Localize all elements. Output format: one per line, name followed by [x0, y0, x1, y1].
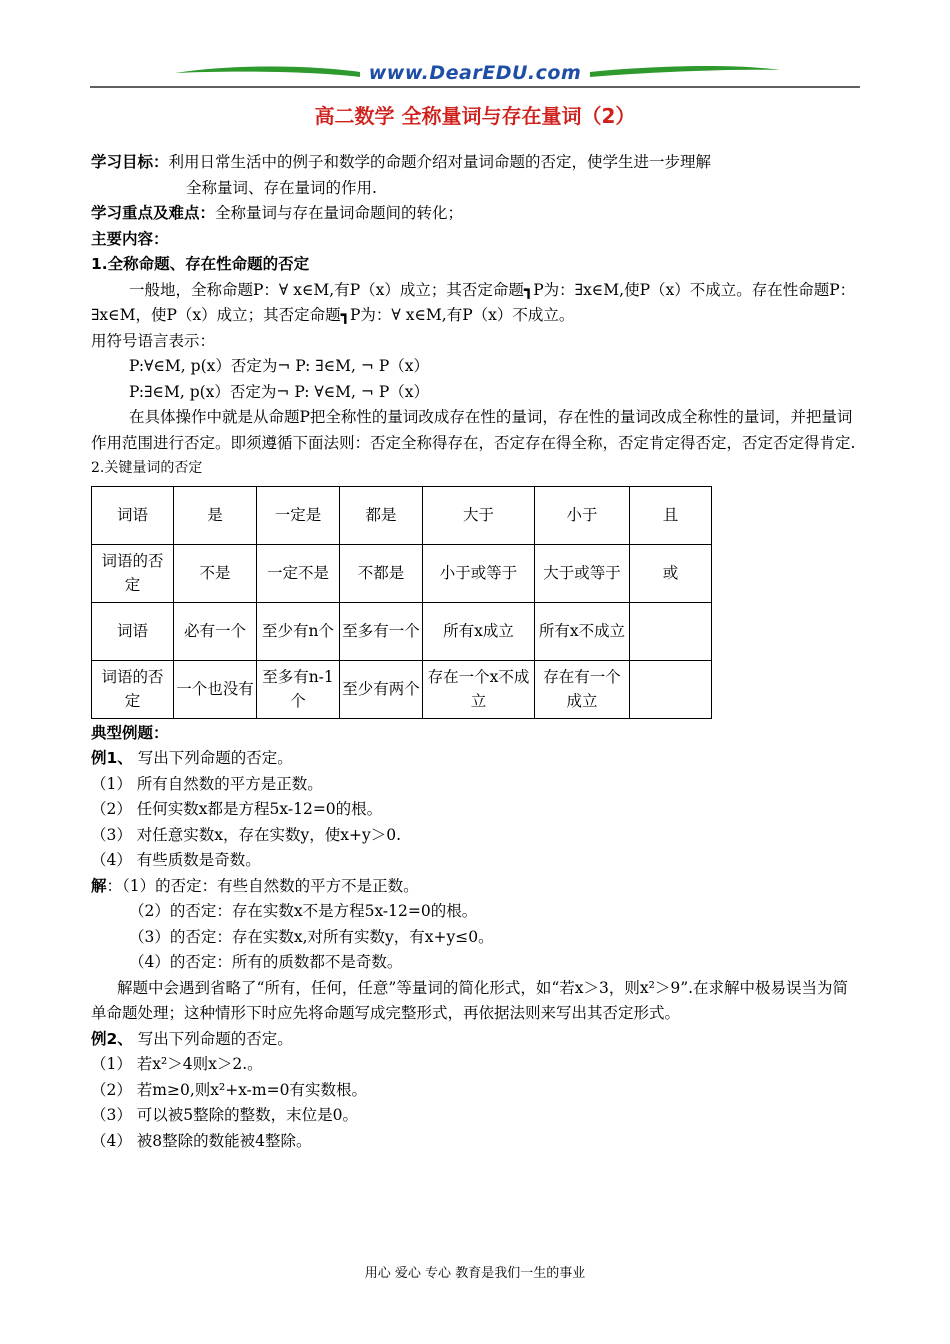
- table-cell: 一定是: [257, 486, 340, 544]
- table-cell: 词语的否定: [92, 544, 174, 602]
- table-cell: 存在一个x不成立: [423, 660, 535, 718]
- footer-slogan: 用心 爱心 专心 教育是我们一生的事业: [364, 1266, 586, 1281]
- key-line: [91, 201, 861, 227]
- table-row: [92, 544, 712, 602]
- example2-item: （2） 若m≥0,则x²+x-m=0有实数根。: [91, 1080, 367, 1099]
- table-row: [92, 660, 712, 718]
- solution-item: （2）的否定：存在实数x不是方程5x-12=0的根。: [129, 902, 478, 920]
- document-body: [91, 150, 861, 1154]
- section1-title: 1.全称命题、存在性命题的否定: [91, 255, 310, 273]
- table-cell: 一个也没有: [174, 660, 257, 718]
- section1-paragraph-2: 在具体操作中就是从命题P把全称性的量词改成存在性的量词，存在性的量词改成全称性的量词，并把量词作用范围进行否定。即须遵循下面法则：否定全称得存在，否定存在得全称，否定肯定得否定，否定否定得肯定.: [91, 408, 856, 452]
- table-cell: 所有x不成立: [535, 602, 630, 660]
- example2-item: （3） 可以被5整除的整数，末位是0。: [91, 1106, 359, 1124]
- main-label: 主要内容：: [91, 229, 169, 248]
- solution-note: 解题中会遇到省略了“所有，任何，任意”等量词的简化形式，如“若x＞3，则x²＞9”.在求解中极易误当为简单命题处理；这种情形下时应先将命题写成完整形式，再依据法则来写出其否定形式。: [91, 978, 849, 1022]
- solution-line: [91, 874, 861, 900]
- site-header: [90, 58, 860, 94]
- table-cell: 且: [630, 486, 712, 544]
- table-cell: 所有x成立: [423, 602, 535, 660]
- table-cell: 大于: [423, 486, 535, 544]
- quantifier-table: [91, 486, 712, 719]
- solution-item: （3）的否定：存在实数x,对所有实数y，有x+y≤0。: [129, 927, 494, 946]
- table-cell: 不都是: [340, 544, 423, 602]
- goal-line-1: [91, 150, 861, 176]
- goal-text-2: 全称量词、存在量词的作用.: [186, 178, 377, 197]
- section2-title: 2.关键量词的否定: [91, 460, 203, 476]
- table-cell: 不是: [174, 544, 257, 602]
- example2-item: （1） 若x²＞4则x＞2.。: [91, 1055, 263, 1073]
- example2-label: 例2、: [91, 1029, 133, 1048]
- example1-label: 例1、: [91, 749, 133, 767]
- goal-text-1: 利用日常生活中的例子和数学的命题介绍对量词命题的否定，使学生进一步理解: [168, 153, 712, 171]
- example1-item: （1） 所有自然数的平方是正数。: [91, 774, 323, 793]
- table-cell: 词语: [92, 602, 174, 660]
- example1-item: （2） 任何实数x都是方程5x-12=0的根。: [91, 800, 383, 818]
- table-cell: 词语的否定: [92, 660, 174, 718]
- solution-item: （4）的否定：所有的质数都不是奇数。: [129, 953, 403, 971]
- table-cell: 词语: [92, 486, 174, 544]
- table-cell: 至少有n个: [257, 602, 340, 660]
- table-cell: 或: [630, 544, 712, 602]
- example2-text: 写出下列命题的否定。: [137, 1029, 293, 1048]
- page-title: 高二数学 全称量词与存在量词（2）: [314, 104, 636, 128]
- symbol-line-2: P:∃∈M, p(x）否定为¬ P: ∀∈M, ¬ P（x）: [129, 382, 429, 401]
- table-cell: 都是: [340, 486, 423, 544]
- solution-item: ：（1）的否定：有些自然数的平方不是正数。: [106, 876, 419, 895]
- key-text: 全称量词与存在量词命题间的转化；: [215, 204, 464, 222]
- table-row: [92, 486, 712, 544]
- table-cell: 一定不是: [257, 544, 340, 602]
- example1-item: （3） 对任意实数x，存在实数y，使x+y＞0.: [91, 825, 402, 844]
- table-cell: 至多有一个: [340, 602, 423, 660]
- example1-heading: [91, 746, 861, 772]
- goal-label: 学习目标：: [91, 153, 169, 171]
- table-row: [92, 602, 712, 660]
- table-cell: [630, 602, 712, 660]
- section1-paragraph-1: 一般地，全称命题P：∀ x∈M,有P（x）成立；其否定命题┓P为：∃x∈M,使P（x）不成立。存在性命题P：∃x∈M，使P（x）成立；其否定命题┓P为：∀ x∈M,有P（x）不成立。: [91, 280, 856, 324]
- table-cell: 至多有n-1个: [257, 660, 340, 718]
- key-label: 学习重点及难点：: [91, 204, 216, 222]
- example1-item: （4） 有些质数是奇数。: [91, 851, 261, 869]
- examples-label: 典型例题：: [91, 723, 169, 742]
- table-cell: 必有一个: [174, 602, 257, 660]
- table-cell: 至少有两个: [340, 660, 423, 718]
- table-cell: 是: [174, 486, 257, 544]
- symbol-intro: 用符号语言表示：: [91, 331, 216, 350]
- site-url: www.DearEDU.com: [368, 62, 582, 84]
- table-cell: 存在有一个成立: [535, 660, 630, 718]
- table-cell: 大于或等于: [535, 544, 630, 602]
- symbol-line-1: P:∀∈M, p(x）否定为¬ P: ∃∈M, ¬ P（x）: [129, 357, 429, 375]
- solution-label: 解: [91, 876, 107, 895]
- table-cell: [630, 660, 712, 718]
- example1-text: 写出下列命题的否定。: [137, 749, 293, 767]
- example2-heading: [91, 1027, 861, 1053]
- table-cell: 小于或等于: [423, 544, 535, 602]
- table-cell: 小于: [535, 486, 630, 544]
- example2-item: （4） 被8整除的数能被4整除。: [91, 1131, 312, 1150]
